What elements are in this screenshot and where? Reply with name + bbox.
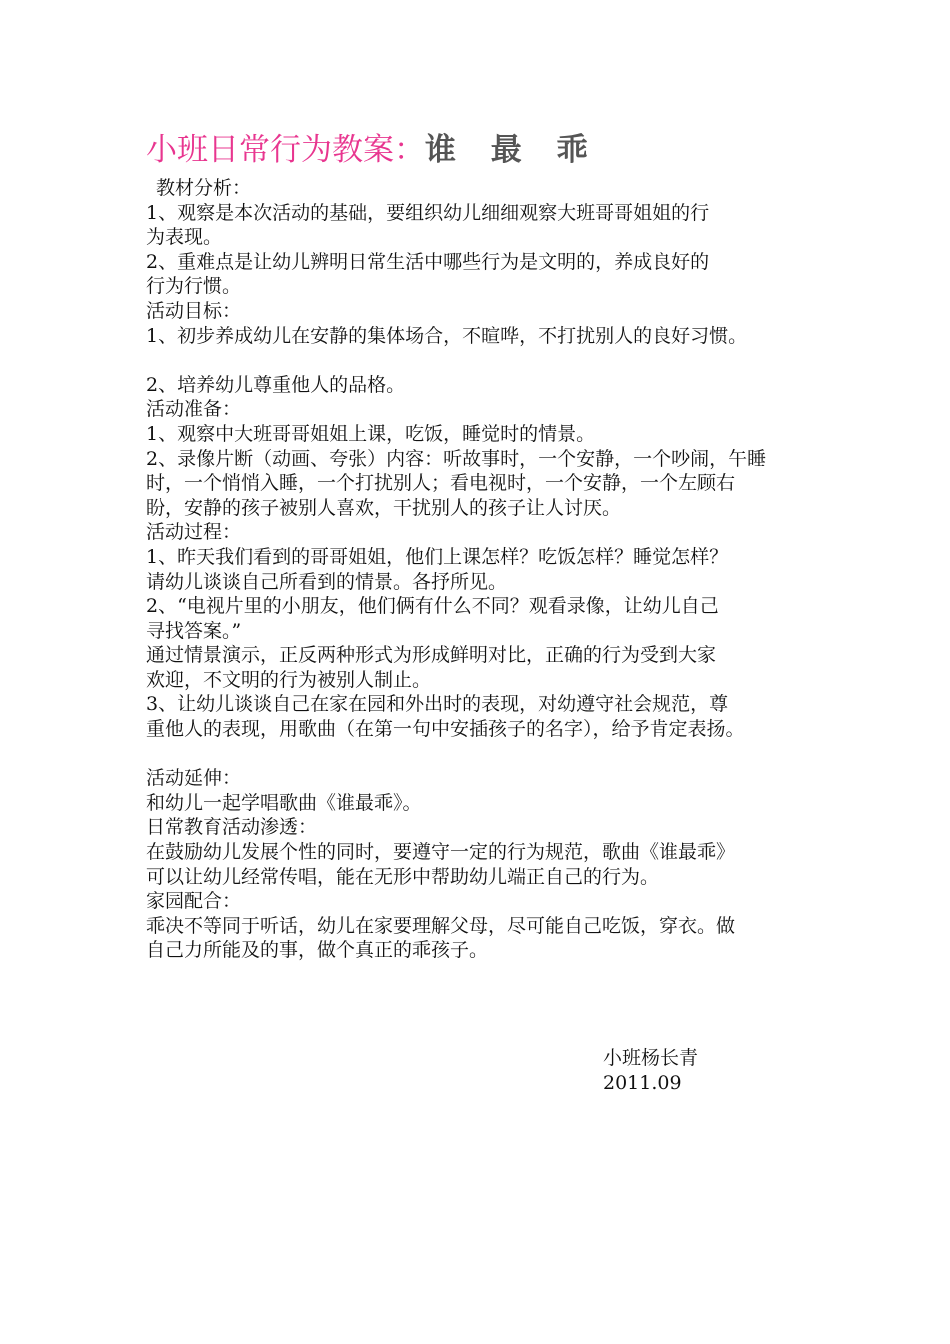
page-title <box>146 130 836 170</box>
paragraph-line: 重他人的表现，用歌曲（在第一句中安插孩子的名字），给予肯定表扬。 <box>146 718 745 741</box>
paragraph-line: 寻找答案。” <box>146 619 242 642</box>
paragraph-line: 2、培养幼儿尊重他人的品格。 <box>146 373 406 396</box>
section-heading-daily: 日常教育活动渗透： <box>146 816 318 839</box>
section-heading-home: 家园配合： <box>146 890 242 913</box>
section-heading-extension: 活动延伸： <box>146 767 242 790</box>
paragraph-line: 请幼儿谈谈自己所看到的情景。各抒所见。 <box>146 570 508 593</box>
paragraph-line: 1、昨天我们看到的哥哥姐姐，他们上课怎样？吃饭怎样？睡觉怎样？ <box>146 545 729 568</box>
paragraph-line: 和幼儿一起学唱歌曲《谁最乖》。 <box>146 791 422 814</box>
paragraph-line: 乖决不等同于听话，幼儿在家要理解父母，尽可能自己吃饭，穿衣。做 <box>146 914 736 937</box>
section-heading-analysis: 教材分析： <box>156 177 252 199</box>
paragraph-line: 盼，安静的孩子被别人喜欢，干扰别人的孩子让人讨厌。 <box>146 496 622 519</box>
title-sub: 谁 最 乖 <box>425 132 600 168</box>
paragraph-line: 2、“电视片里的小朋友，他们俩有什么不同？观看录像，让幼儿自己 <box>146 595 719 618</box>
paragraph-line: 1、观察是本次活动的基础，要组织幼儿细细观察大班哥哥姐姐的行 <box>146 201 710 224</box>
section-heading-goals: 活动目标： <box>146 299 242 322</box>
paragraph-line: 2、录像片断（动画、夸张）内容：听故事时，一个安静，一个吵闹，午睡 <box>146 447 767 470</box>
author-name: 小班杨长青 <box>603 1047 699 1069</box>
signature-block <box>603 1046 698 1096</box>
paragraph-line: 1、观察中大班哥哥姐姐上课，吃饭，睡觉时的情景。 <box>146 422 596 445</box>
title-main: 小班日常行为教案： <box>146 132 425 168</box>
paragraph-line: 1、初步养成幼儿在安静的集体场合，不暄哗，不打扰别人的良好习惯。 <box>146 324 748 347</box>
section-heading-preparation: 活动准备： <box>146 398 242 421</box>
paragraph-line: 为表现。 <box>146 226 223 249</box>
paragraph-line: 时，一个悄悄入睡，一个打扰别人；看电视时，一个安静，一个左顾右 <box>146 472 736 495</box>
section-heading-process: 活动过程： <box>146 521 242 544</box>
paragraph-line: 3、让幼儿谈谈自己在家在园和外出时的表现，对幼遵守社会规范，尊 <box>146 693 729 716</box>
document-body <box>146 130 836 963</box>
paragraph-line: 2、重难点是让幼儿辨明日常生活中哪些行为是文明的，养成良好的 <box>146 250 710 273</box>
blank-line <box>146 348 836 373</box>
paragraph-line: 可以让幼儿经常传唱，能在无形中帮助幼儿端正自己的行为。 <box>146 865 660 888</box>
paragraph-line: 行为行惯。 <box>146 275 242 298</box>
blank-line <box>146 742 836 767</box>
signature-date: 2011.09 <box>603 1072 682 1094</box>
paragraph-line: 自己力所能及的事，做个真正的乖孩子。 <box>146 939 489 962</box>
paragraph-line: 通过情景演示，正反两种形式为形成鲜明对比，正确的行为受到大家 <box>146 644 717 667</box>
paragraph-line: 欢迎，不文明的行为被别人制止。 <box>146 668 432 691</box>
paragraph-line: 在鼓励幼儿发展个性的同时，要遵守一定的行为规范，歌曲《谁最乖》 <box>146 841 736 864</box>
